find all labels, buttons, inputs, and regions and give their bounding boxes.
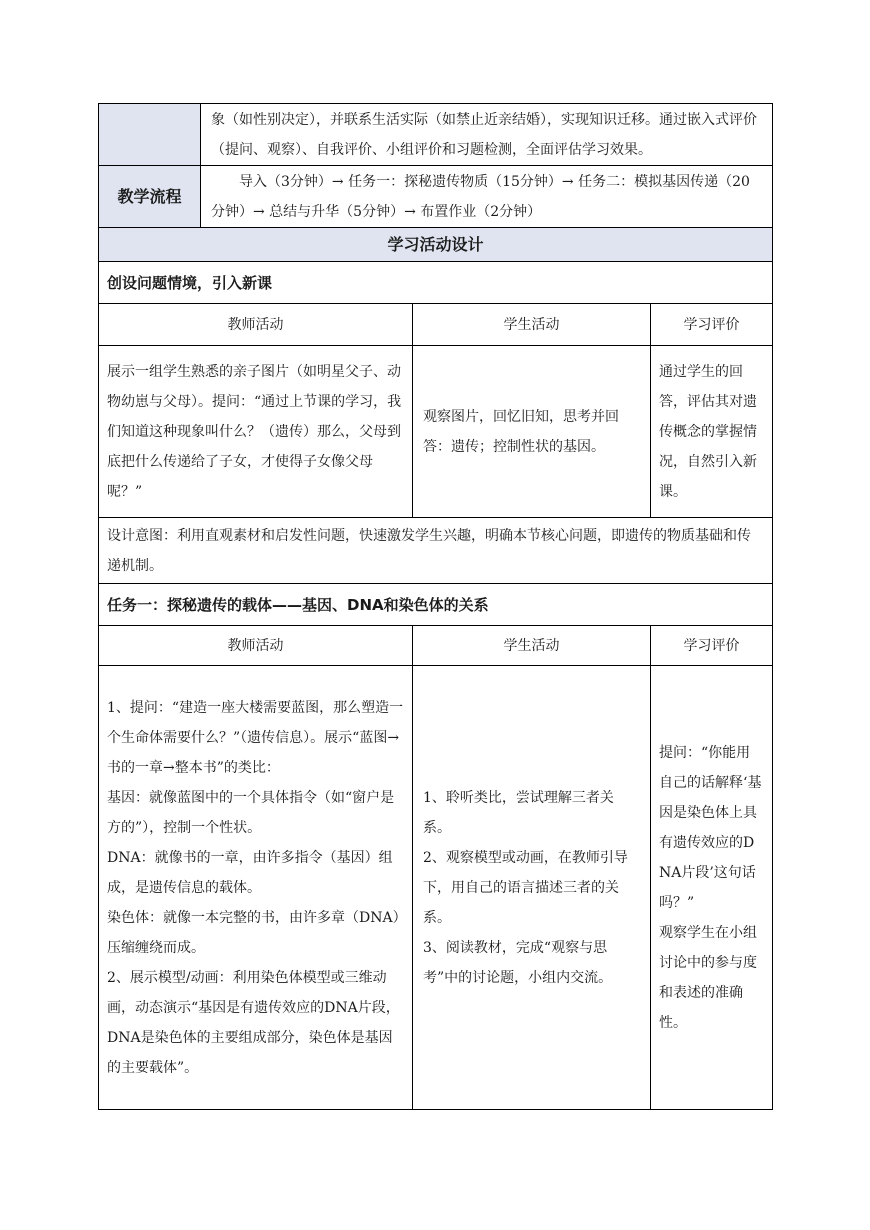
- task1-student-para-2: 2、观察模型或动画，在教师引导下，用自己的语言描述三者的关系。: [423, 849, 628, 926]
- intro-title-row: [99, 262, 773, 304]
- top-section-row: [99, 104, 773, 166]
- flow-text: 导入（3分钟）→ 任务一：探秘遗传物质（15分钟）→ 任务二：模拟基因传递（20分钟）→ 总结与升华（5分钟）→ 布置作业（2分钟）: [201, 166, 773, 228]
- task1-student-para-1: 1、聆听类比，尝试理解三者关系。: [423, 789, 614, 836]
- task1-teacher-para-1: 1、提问：“建造一座大楼需要蓝图，那么塑造一个生命体需要什么？”（遗传信息）。展示“蓝图→书的一章→整本书”的类比：: [107, 699, 404, 776]
- intro-teacher-activity: 展示一组学生熟悉的亲子图片（如明星父子、动物幼崽与父母）。提问：“通过上节课的学习，我们知道这种现象叫什么？（遗传）那么，父母到底把什么传递给了子女，才使得子女像父母呢？”: [99, 346, 413, 518]
- flow-label: 教学流程: [99, 166, 201, 228]
- task1-title: 任务一：探秘遗传的载体——基因、DNA和染色体的关系: [99, 584, 773, 626]
- task1-header-teacher: 教师活动: [99, 626, 413, 666]
- top-section-text: 象（如性别决定），并联系生活实际（如禁止近亲结婚），实现知识迁移。通过嵌入式评价（提问、观察）、自我评价、小组评价和习题检测，全面评估学习效果。: [201, 104, 773, 166]
- task1-teacher-activity: [99, 666, 413, 1110]
- lesson-plan-table: [98, 103, 773, 1110]
- task1-title-row: [99, 584, 773, 626]
- intro-content-row: [99, 346, 773, 518]
- task1-teacher-para-2: 基因：就像蓝图中的一个具体指令（如“窗户是方的”），控制一个性状。: [107, 789, 395, 836]
- activity-design-title: 学习活动设计: [99, 228, 773, 262]
- task1-student-para-3: 3、阅读教材，完成“观察与思考”中的讨论题，小组内交流。: [423, 939, 613, 986]
- task1-teacher-para-3: DNA：就像书的一章，由许多指令（基因）组成，是遗传信息的载体。: [107, 849, 393, 896]
- intro-design-intent-row: [99, 518, 773, 584]
- task1-evaluation: [651, 666, 773, 1110]
- intro-header-evaluation: 学习评价: [651, 304, 773, 346]
- task1-teacher-para-4: 染色体：就像一本完整的书，由许多章（DNA）压缩缠绕而成。: [107, 909, 400, 956]
- top-section-label-cell: [99, 104, 201, 166]
- intro-header-teacher: 教师活动: [99, 304, 413, 346]
- task1-content-row: [99, 666, 773, 1110]
- task1-evaluation-para-2: 观察学生在小组讨论中的参与度和表述的准确性。: [659, 924, 757, 1031]
- activity-design-row: [99, 228, 773, 262]
- task1-teacher-para-5: 2、展示模型/动画：利用染色体模型或三维动画，动态演示“基因是有遗传效应的DNA片段，DNA是染色体的主要组成部分，染色体是基因的主要载体”。: [107, 969, 400, 1076]
- task1-student-activity: [413, 666, 651, 1110]
- task1-evaluation-para-1: 提问：“你能用自己的话解释‘基因是染色体上具有遗传效应的DNA片段’这句话吗？”: [659, 744, 762, 911]
- task1-header-evaluation: 学习评价: [651, 626, 773, 666]
- intro-student-activity: 观察图片，回忆旧知，思考并回答：遗传；控制性状的基因。: [413, 346, 651, 518]
- intro-header-student: 学生活动: [413, 304, 651, 346]
- intro-header-row: [99, 304, 773, 346]
- intro-evaluation: 通过学生的回答，评估其对遗传概念的掌握情况，自然引入新课。: [651, 346, 773, 518]
- task1-header-student: 学生活动: [413, 626, 651, 666]
- intro-design-intent: 设计意图：利用直观素材和启发性问题，快速激发学生兴趣，明确本节核心问题，即遗传的物质基础和传递机制。: [99, 518, 773, 584]
- intro-title: 创设问题情境，引入新课: [99, 262, 773, 304]
- task1-header-row: [99, 626, 773, 666]
- flow-row: [99, 166, 773, 228]
